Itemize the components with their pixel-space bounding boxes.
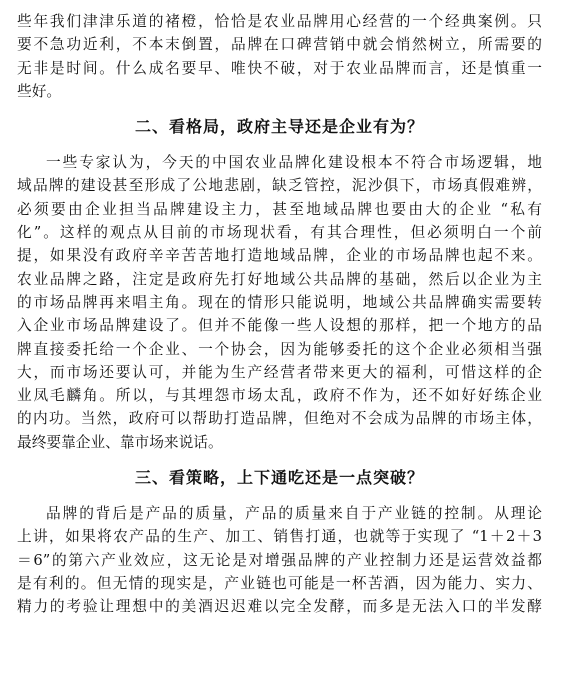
paragraph-3-line: ＝6”的第六产业效应，这无论是对增强品牌的产业控制力还是运营效益都 [17,551,542,569]
paragraph-2-line: 农业品牌之路，注定是政府先打好地域公共品牌的基础，然后以企业为主 [17,270,542,288]
section-heading-3: 三、看策略，上下通吃还是一点突破？ [134,468,424,488]
paragraph-3-line: 品牌的背后是产品的质量，产品的质量来自于产业链的控制。从理论 [46,505,542,523]
paragraph-2-line: 业凤毛麟角。所以，与其埋怨市场太乱，政府不作为，还不如好好练企业 [17,387,542,405]
paragraph-2-line: 必须要由企业担当品牌建设主力，甚至地域品牌也要由大的企业 “私有 [17,200,542,218]
paragraph-1-line: 要不急功近利，不本末倒置，品牌在口碑营销中就会悄然树立，所需要的 [17,36,542,54]
paragraph-2-line: 域品牌的建设甚至形成了公地悲剧，缺乏管控，泥沙俱下，市场真假难辨， [17,177,542,195]
paragraph-2-line: 化”。这样的观点从目前的市场现状看，有其合理性，但必须明白一个前 [17,224,542,242]
paragraph-1 [17,10,542,103]
paragraph-3-line: 是有利的。但无情的现实是，产业链也可能是一杯苦酒，因为能力、实力、 [17,574,542,592]
paragraph-1-line: 些年我们津津乐道的褚橙，恰恰是农业品牌用心经营的一个经典案例。只 [17,13,542,30]
paragraph-1-line: 无非是时间。什么成名要早、唯快不破，对于农业品牌而言，还是慎重一 [17,59,542,77]
paragraph-2-line: 一些专家认为，今天的中国农业品牌化建设根本不符合市场逻辑，地 [46,154,542,172]
paragraph-2-line: 大，而市场还要认可，并能为生产经营者带来更大的福利，可惜这样的企 [17,363,542,381]
paragraph-2 [17,151,542,454]
paragraph-2-line: 的市场品牌再来唱主角。现在的情形只能说明，地域公共品牌确实需要转 [17,293,542,311]
paragraph-1-line: 些好。 [17,82,62,100]
section-heading-2: 二、看格局，政府主导还是企业有为？ [134,117,424,137]
paragraph-3-line: 精力的考验让理想中的美酒迟迟难以完全发酵，而多是无法入口的半发酵 [17,598,542,616]
paragraph-2-line: 入企业市场品牌建设了。但并不能像一些人设想的那样，把一个地方的品 [17,317,542,335]
paragraph-3-line: 上讲，如果将农产品的生产、加工、销售打通，也就等于实现了 “1＋2＋3 [17,528,542,546]
paragraph-2-line: 最终要靠企业、靠市场来说话。 [17,433,223,451]
paragraph-3 [17,502,542,618]
paragraph-2-line: 的内功。当然，政府可以帮助打造品牌，但绝对不会成为品牌的市场主体， [17,410,542,428]
paragraph-2-line: 提，如果没有政府辛辛苦苦地打造地域品牌，企业的市场品牌也起不来。 [17,247,542,265]
paragraph-2-line: 牌直接委托给一个企业、一个协会，因为能够委托的这个企业必须相当强 [17,340,542,358]
